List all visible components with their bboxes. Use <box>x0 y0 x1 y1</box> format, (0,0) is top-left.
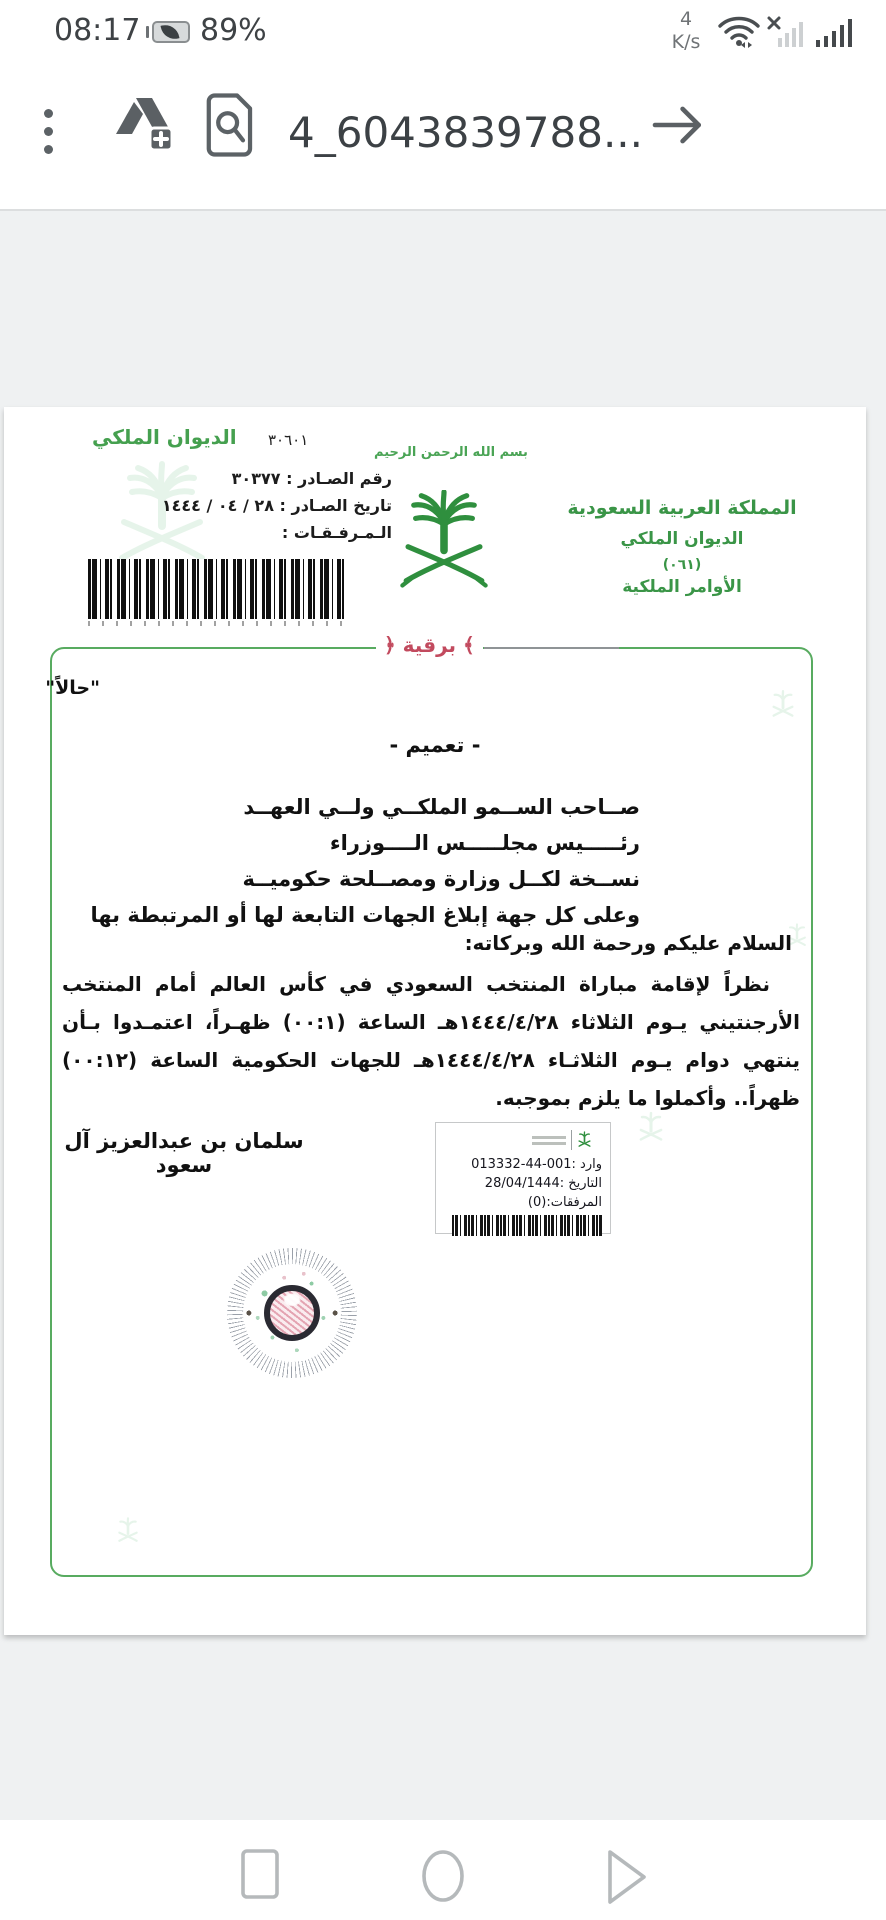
basmala-text: بسم الله الرحمن الرحيم <box>374 445 528 460</box>
letterhead-code: (٠٦١) <box>662 557 702 573</box>
address-line: صــاحب الســمو الملكــي ولــي العهــد <box>243 795 640 819</box>
address-line: رئـــــيس مجلـــــس الــــوزراء <box>329 831 640 855</box>
outgoing-fields <box>162 465 392 546</box>
field-row: رقم الصـادر : ٣٠٣٧٧ <box>231 469 392 488</box>
viewer-scroll-area[interactable] <box>0 211 886 1820</box>
battery-percent-label: 89% <box>200 13 267 48</box>
address-line: نســخة لكــل وزارة ومصــلحة حكوميــة <box>242 867 640 891</box>
address-block <box>90 789 640 933</box>
palm-watermark <box>770 685 796 725</box>
telegram-label: ﴾ برقية ﴿ <box>376 633 483 657</box>
stamp-field-row: التاريخ :28/04/1444 <box>484 1176 602 1191</box>
stamp-fields <box>444 1155 602 1212</box>
greeting-line: السلام عليكم ورحمة الله وبركاته: <box>464 931 792 955</box>
stamp-logo-text <box>532 1133 566 1148</box>
signal-no-service-icon <box>766 12 806 52</box>
urgency-note: "حالاً" <box>45 677 100 699</box>
nav-bar <box>0 1820 886 1920</box>
received-stamp <box>435 1122 611 1234</box>
field-row: تاريخ الصـادر : ٢٨ / ٠٤ / ١٤٤٤ <box>161 496 392 515</box>
app-toolbar <box>0 64 886 211</box>
drive-add-icon[interactable] <box>112 92 176 156</box>
stamp-logo <box>532 1128 602 1152</box>
stamp-field-row: وارد :001-44-013332 <box>471 1157 602 1172</box>
serial-number: ٣٠٦٠١ <box>268 431 309 449</box>
barcode-digits <box>88 621 346 626</box>
signature-name: سلمان بن عبدالعزيز آل سعود <box>64 1129 304 1177</box>
stamp-field-row: المرفقات:(0) <box>527 1195 602 1210</box>
royal-court-script: الديوان الملكي <box>92 425 237 449</box>
recents-square-icon[interactable] <box>240 1848 280 1900</box>
field-row: الـمـرفـقـات : <box>281 523 392 542</box>
status-bar <box>0 0 886 64</box>
clock-label: 08:17 <box>54 13 141 48</box>
letterhead-section: الأوامر الملكية <box>622 577 742 597</box>
letterhead-office: الديوان الملكي <box>620 529 744 549</box>
address-line: وعلى كل جهة إبلاغ الجهات التابعة لها أو المرتبطة بها <box>90 903 640 927</box>
body-paragraph: نظراً لإقامة مباراة المنتخب السعودي في كأس العالم أمام المنتخب الأرجنتيني يـوم الثلاثاء ٢٨‏/٤‏/١٤٤٤هـ الساعة (١‏:٠٠) ظهـراً، اعتمـدوا بـأن ينتهي دوام يـوم الثلاثـاء ٢٨‏/٤‏/١٤٤٤هـ للجهات الحكومية الساعة (١٢‏:٠٠) ظهراً.. وأكملوا ما يلزم بموجبه. <box>62 972 800 1110</box>
battery-saver-icon <box>146 21 192 43</box>
letterhead <box>564 497 800 597</box>
document-title: 4_6043839788... <box>288 108 643 157</box>
circular-heading: - تعميم - <box>389 733 481 757</box>
outgoing-barcode <box>88 559 346 619</box>
back-triangle-icon[interactable] <box>606 1848 648 1906</box>
palm-watermark <box>637 1107 665 1149</box>
letterhead-country: المملكة العربية السعودية <box>567 497 797 519</box>
official-seal <box>227 1248 357 1378</box>
forward-arrow-icon[interactable] <box>650 102 706 148</box>
network-speed-label: 4 K/s <box>671 8 701 53</box>
header-rule-gray-segment <box>484 647 619 649</box>
palm-watermark <box>116 1512 140 1550</box>
overflow-menu-button[interactable] <box>36 100 60 176</box>
document-page <box>4 407 866 1635</box>
stamp-barcode <box>452 1215 602 1236</box>
stamp-palm-icon <box>577 1129 592 1151</box>
home-circle-icon[interactable] <box>420 1848 466 1904</box>
wifi-icon <box>716 12 762 52</box>
signal-strength-icon <box>814 12 856 52</box>
saudi-emblem-icon <box>396 490 492 594</box>
find-in-document-icon[interactable] <box>204 92 256 158</box>
